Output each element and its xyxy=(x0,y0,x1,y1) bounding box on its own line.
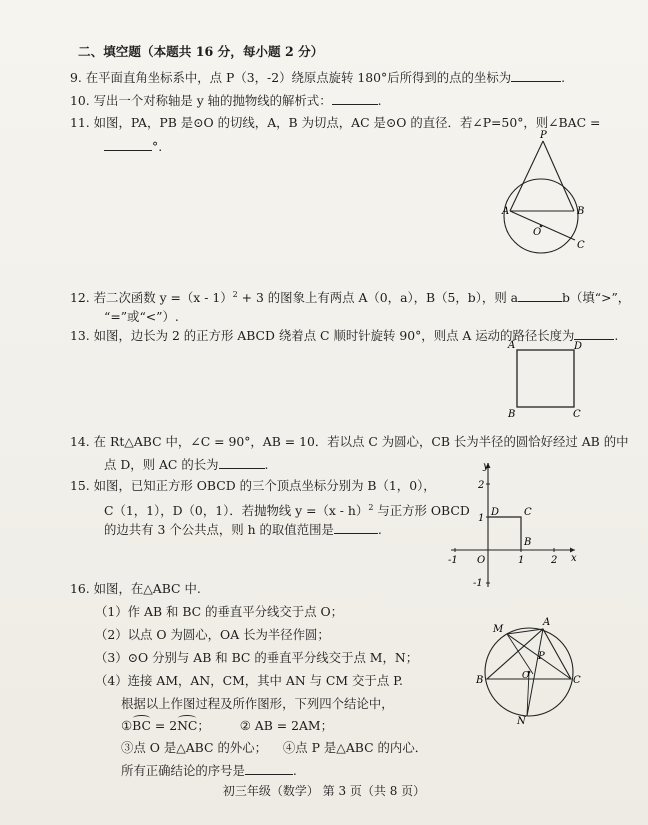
q16-step-3: （3）⊙O 分别与 AB 和 BC 的垂直平分线交于点 M，N； xyxy=(95,650,419,665)
q16-answer-blank[interactable] xyxy=(245,762,293,775)
q11-text: 如图，PA，PB 是⊙O 的切线，A，B 为切点，AC 是⊙O 的直径．若∠P=50°，则∠BAC = xyxy=(93,115,601,130)
q12-text-a: 若二次函数 y =（x - 1） xyxy=(93,290,233,306)
q15-text-2a: C（1，1），D（0，1）．若抛物线 y =（x - h） xyxy=(104,503,369,519)
q11-label-a: A xyxy=(502,206,510,217)
q12-text-c: b（填“>”， xyxy=(562,290,631,306)
q16-number: 16. xyxy=(70,581,90,596)
question-14 xyxy=(70,434,629,450)
q16-conclusions-row2 xyxy=(121,740,427,756)
page-footer: 初三年级（数学） 第 3 页（共 8 页） xyxy=(222,784,426,798)
q15-axis-label-y: y xyxy=(483,461,489,472)
q13-label-a: A xyxy=(508,340,516,351)
q14-end: . xyxy=(264,457,269,472)
q16-label-n: N xyxy=(517,716,526,727)
q16-final xyxy=(121,762,297,779)
q16-prompt: 根据以上作图过程及所作图形，下列四个结论中， xyxy=(121,696,394,711)
q15-label-c: C xyxy=(524,507,532,518)
q16-label-c: C xyxy=(573,675,581,686)
q15-coordinate-figure xyxy=(445,455,580,590)
question-14-line2 xyxy=(104,456,268,473)
q13-label-c: C xyxy=(573,409,581,420)
q11-label-o: O xyxy=(533,227,542,238)
q13-number: 13. xyxy=(70,328,90,343)
q11-end: °. xyxy=(152,139,163,154)
q13-label-d: D xyxy=(574,341,583,352)
q11-label-p: P xyxy=(540,130,547,141)
q16-label-a: A xyxy=(543,617,551,628)
q15-label-d: D xyxy=(491,507,500,518)
q16-perp-bisector-ab xyxy=(507,634,533,674)
q16-intro: 如图，在△ABC 中. xyxy=(93,581,201,596)
q15-origin-label: O xyxy=(477,555,486,566)
q14-text-2: 点 D，则 AC 的长为 xyxy=(104,457,219,472)
q15-answer-blank[interactable] xyxy=(334,521,378,534)
q9-answer-blank[interactable] xyxy=(511,69,561,82)
q13-end: . xyxy=(614,328,619,343)
question-16 xyxy=(70,581,201,597)
q15-end: . xyxy=(377,522,382,537)
q16-label-m: M xyxy=(493,624,504,635)
q16-conclusions-row1 xyxy=(121,718,333,734)
q11-number: 11. xyxy=(70,115,90,130)
q15-text-3: 的边共有 3 个公共点，则 h 的取值范围是 xyxy=(104,522,334,537)
q16-end: . xyxy=(292,763,297,778)
q15-tick-label-2: 2 xyxy=(551,555,558,566)
q11-tangent-pa xyxy=(510,141,543,211)
q13-figure xyxy=(505,338,587,420)
q16-c1-arc-nc: NC xyxy=(177,718,198,733)
q16-c1-arc-bc: BC xyxy=(132,718,151,733)
q15-x-arrow xyxy=(570,548,575,553)
q16-label-p: P xyxy=(538,651,545,662)
q10-text: 写出一个对称轴是 y 轴的抛物线的解析式： xyxy=(93,93,332,108)
q12-text-b: + 3 的图象上有两点 A（0，a），B（5，b），则 a xyxy=(237,290,519,306)
question-12-line2: “=”或“<”）. xyxy=(104,309,179,324)
q16-step-4: （4）连接 AM，AN，CM，其中 AN 与 CM 交于点 P. xyxy=(95,673,403,688)
q16-c2: ② AB = 2AM； xyxy=(239,718,333,733)
q15-axis-label-x: x xyxy=(571,553,577,564)
q10-end: . xyxy=(377,93,382,108)
q11-label-c: C xyxy=(577,240,585,251)
q14-text: 在 Rt△ABC 中，∠C = 90°，AB = 10．若以点 C 为圆心，CB 长为半径的圆恰好经过 AB 的中 xyxy=(93,434,629,449)
q11-diameter-ac xyxy=(510,211,575,240)
question-11-line2 xyxy=(104,138,162,155)
question-9 xyxy=(70,69,565,86)
q16-c1-prefix: ① xyxy=(121,718,133,733)
q11-circle xyxy=(504,179,578,253)
q16-label-b: B xyxy=(476,675,484,686)
q16-final-text: 所有正确结论的序号是 xyxy=(121,763,245,778)
q13-text: 如图，边长为 2 的正方形 ABCD 绕着点 C 顺时针旋转 90°，则点 A 运动的路径长度为 xyxy=(93,328,575,343)
question-15-line2 xyxy=(104,500,470,519)
question-10 xyxy=(70,92,382,109)
q16-step-2: （2）以点 O 为圆心，OA 长为半径作圆； xyxy=(95,627,330,642)
q15-tick-label-1: 1 xyxy=(518,555,525,566)
question-12 xyxy=(70,287,630,306)
q10-number: 10. xyxy=(70,93,90,108)
q15-tick-label-neg1: -1 xyxy=(448,555,458,566)
q16-c4: ④点 P 是△ABC 的内心． xyxy=(282,740,428,755)
q16-c3: ③点 O 是△ABC 的外心； xyxy=(121,740,268,755)
q13-square xyxy=(517,350,574,407)
section-title: 二、填空题（本题共 16 分，每小题 2 分） xyxy=(78,44,324,59)
q13-label-b: B xyxy=(508,409,516,420)
q14-number: 14. xyxy=(70,434,90,449)
q9-number: 9. xyxy=(70,70,82,85)
q15-exponent: 2 xyxy=(368,503,374,512)
q11-answer-blank[interactable] xyxy=(104,138,152,151)
q15-tick-label-y1: 1 xyxy=(478,513,485,524)
q12-exponent: 2 xyxy=(232,290,238,299)
q11-label-b: B xyxy=(577,206,585,217)
q15-label-b: B xyxy=(524,537,532,548)
question-15 xyxy=(70,478,436,494)
q16-label-o: O xyxy=(522,671,530,681)
q11-figure xyxy=(495,128,595,263)
q15-tick-label-y2: 2 xyxy=(478,480,485,491)
q12-number: 12. xyxy=(70,290,90,306)
q15-tick-label-yneg1: -1 xyxy=(473,578,483,589)
q16-step-1: （1）作 AB 和 BC 的垂直平分线交于点 O； xyxy=(95,604,344,619)
q15-square xyxy=(488,517,521,550)
question-15-line3 xyxy=(104,521,382,538)
q16-figure xyxy=(475,612,595,727)
q15-text: 如图，已知正方形 OBCD 的三个顶点坐标分别为 B（1，0）， xyxy=(93,478,436,493)
q16-c1-mid: = 2 xyxy=(150,718,178,733)
q12-answer-blank[interactable] xyxy=(518,289,562,302)
q15-number: 15. xyxy=(70,478,90,493)
q9-end: . xyxy=(561,70,566,85)
q9-text: 在平面直角坐标系中，点 P（3，-2）绕原点旋转 180°后所得到的点的坐标为 xyxy=(85,70,512,85)
q16-c1-end: ； xyxy=(197,718,210,733)
q11-tangent-pb xyxy=(543,141,574,211)
q10-answer-blank[interactable] xyxy=(332,92,378,105)
q14-answer-blank[interactable] xyxy=(219,456,265,469)
q15-text-2b: 与正方形 OBCD xyxy=(373,503,470,519)
